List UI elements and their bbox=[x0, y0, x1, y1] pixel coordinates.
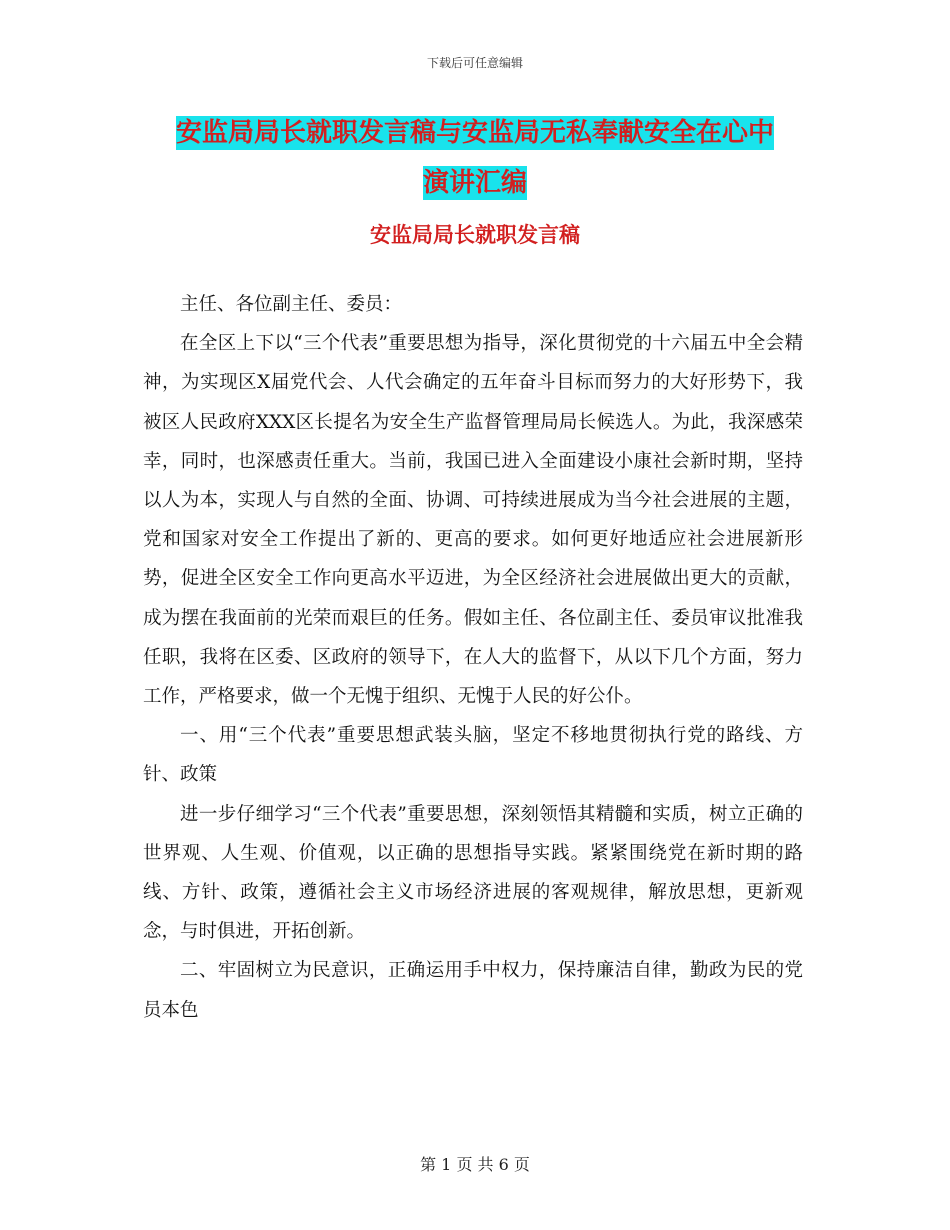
section-title: 安监局局长就职发言稿 bbox=[370, 223, 580, 247]
section-heading-2: 二、牢固树立为民意识，正确运用手中权力，保持廉洁自律，勤政为民的党员本色 bbox=[143, 960, 803, 1021]
section-heading-1: 一、用“三个代表”重要思想武装头脑，坚定不移地贯彻执行党的路线、方针、政策 bbox=[143, 725, 803, 786]
body-paragraph: 在全区上下以“三个代表”重要思想为指导，深化贯彻党的十六届五中全会精神，为实现区X届党代会、人代会确定的五年奋斗目标而努力的大好形势下，我被区人民政府XXX区长提名为安全生产监督管理局局长候选人。为此，我深感荣幸，同时，也深感责任重大。当前，我国已进入全面建设小康社会新时期，坚持以人为本，实现人与自然的全面、协调、可持续进展成为当今社会进展的主题，党和国家对安全工作提出了新的、更高的要求。如何更好地适应社会进展新形势，促进全区安全工作向更高水平迈进，为全区经济社会进展做出更大的贡献，成为摆在我面前的光荣而艰巨的任务。假如主任、各位副主任、委员审议批准我任职，我将在区委、区政府的领导下，在人大的监督下，从以下几个方面，努力工作，严格要求，做一个无愧于组织、无愧于人民的好公仆。 bbox=[143, 333, 803, 708]
document-title bbox=[0, 108, 950, 208]
body-paragraph: 进一步仔细学习“三个代表”重要思想，深刻领悟其精髓和实质，树立正确的世界观、人生观、价值观，以正确的思想指导实践。紧紧围绕党在新时期的路线、方针、政策，遵循社会主义市场经济进展的客观规律，解放思想，更新观念，与时俱进，开拓创新。 bbox=[143, 803, 803, 943]
salutation: 主任、各位副主任、委员： bbox=[180, 294, 403, 315]
document-body bbox=[143, 285, 803, 1030]
header-note: 下载后可任意编辑 bbox=[426, 56, 523, 70]
page-footer: 第 1 页 共 6 页 bbox=[420, 1155, 530, 1174]
title-line-2: 演讲汇编 bbox=[422, 168, 527, 198]
title-line-1: 安监局局长就职发言稿与安监局无私奉献安全在心中 bbox=[175, 118, 774, 148]
